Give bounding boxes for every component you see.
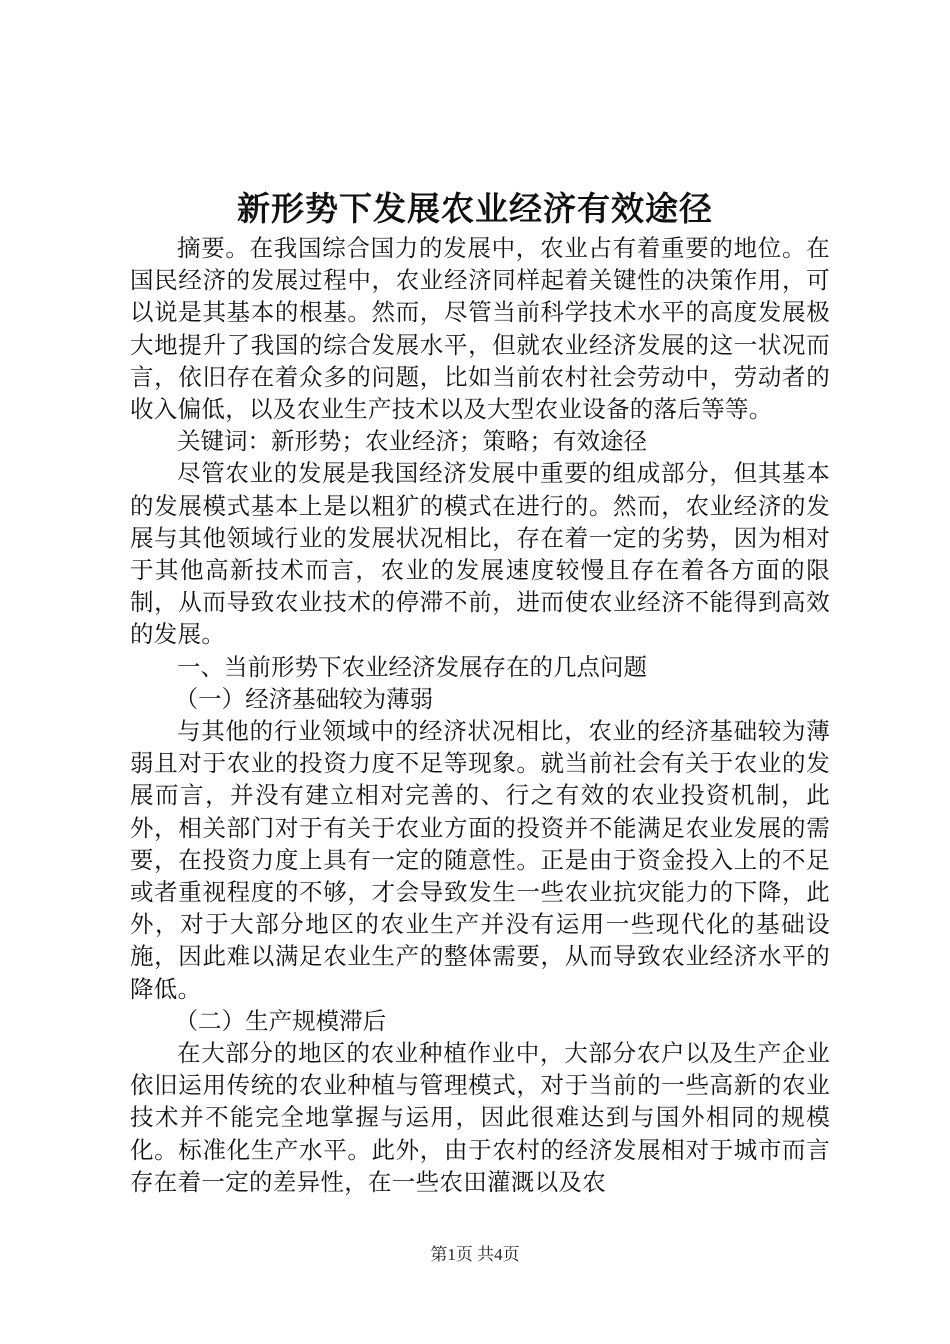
abstract-paragraph: 摘要。在我国综合国力的发展中，农业占有着重要的地位。在国民经济的发展过程中，农业经济同样起着关键性的决策作用，可以说是其基本的根基。然而，尽管当前科学技术水平的高度发展极大地提升了我国的综合发展水平，但就农业经济发展的这一状况而言，依旧存在着众多的问题，比如当前农村社会劳动中，劳动者的收入偏低，以及农业生产技术以及大型农业设备的落后等等。 — [130, 234, 830, 424]
keywords-line: 关键词：新形势；农业经济；策略；有效途径 — [177, 427, 647, 456]
document-title: 新形势下发展农业经济有效途径 — [237, 189, 713, 228]
document-body — [130, 232, 830, 1198]
subsection-heading-1: （一）经济基础较为薄弱 — [174, 684, 434, 713]
subsection-heading-2: （二）生产规模滞后 — [174, 1006, 387, 1035]
section-heading-1: 一、当前形势下农业经济发展存在的几点问题 — [177, 652, 647, 681]
page-footer: 第1页 共4页 — [430, 1245, 520, 1264]
subsection-2-paragraph: 在大部分的地区的农业种植作业中，大部分农户以及生产企业依旧运用传统的农业种植与管理模式，对于当前的一些高新的农业技术并不能完全地掌握与运用，因此很难达到与国外相同的规模化。标准化生产水平。此外，由于农村的经济发展相对于城市而言存在着一定的差异性，在一些农田灌溉以及农 — [130, 1039, 830, 1196]
subsection-1-paragraph: 与其他的行业领域中的经济状况相比，农业的经济基础较为薄弱且对于农业的投资力度不足等现象。就当前社会有关于农业的发展而言，并没有建立相对完善的、行之有效的农业投资机制，此外，相关部门对于有关于农业方面的投资并不能满足农业发展的需要，在投资力度上具有一定的随意性。正是由于资金投入上的不足或者重视程度的不够，才会导致发生一些农业抗灾能力的下降，此外，对于大部分地区的农业生产并没有运用一些现代化的基础设施，因此难以满足农业生产的整体需要，从而导致农业经济水平的降低。 — [130, 717, 830, 1003]
intro-paragraph: 尽管农业的发展是我国经济发展中重要的组成部分，但其基本的发展模式基本上是以粗犷的模式在进行的。然而，农业经济的发展与其他领域行业的发展状况相比，存在着一定的劣势，因为相对于其他高新技术而言，农业的发展速度较慢且存在着各方面的限制，从而导致农业技术的停滞不前，进而使农业经济不能得到高效的发展。 — [130, 459, 830, 649]
